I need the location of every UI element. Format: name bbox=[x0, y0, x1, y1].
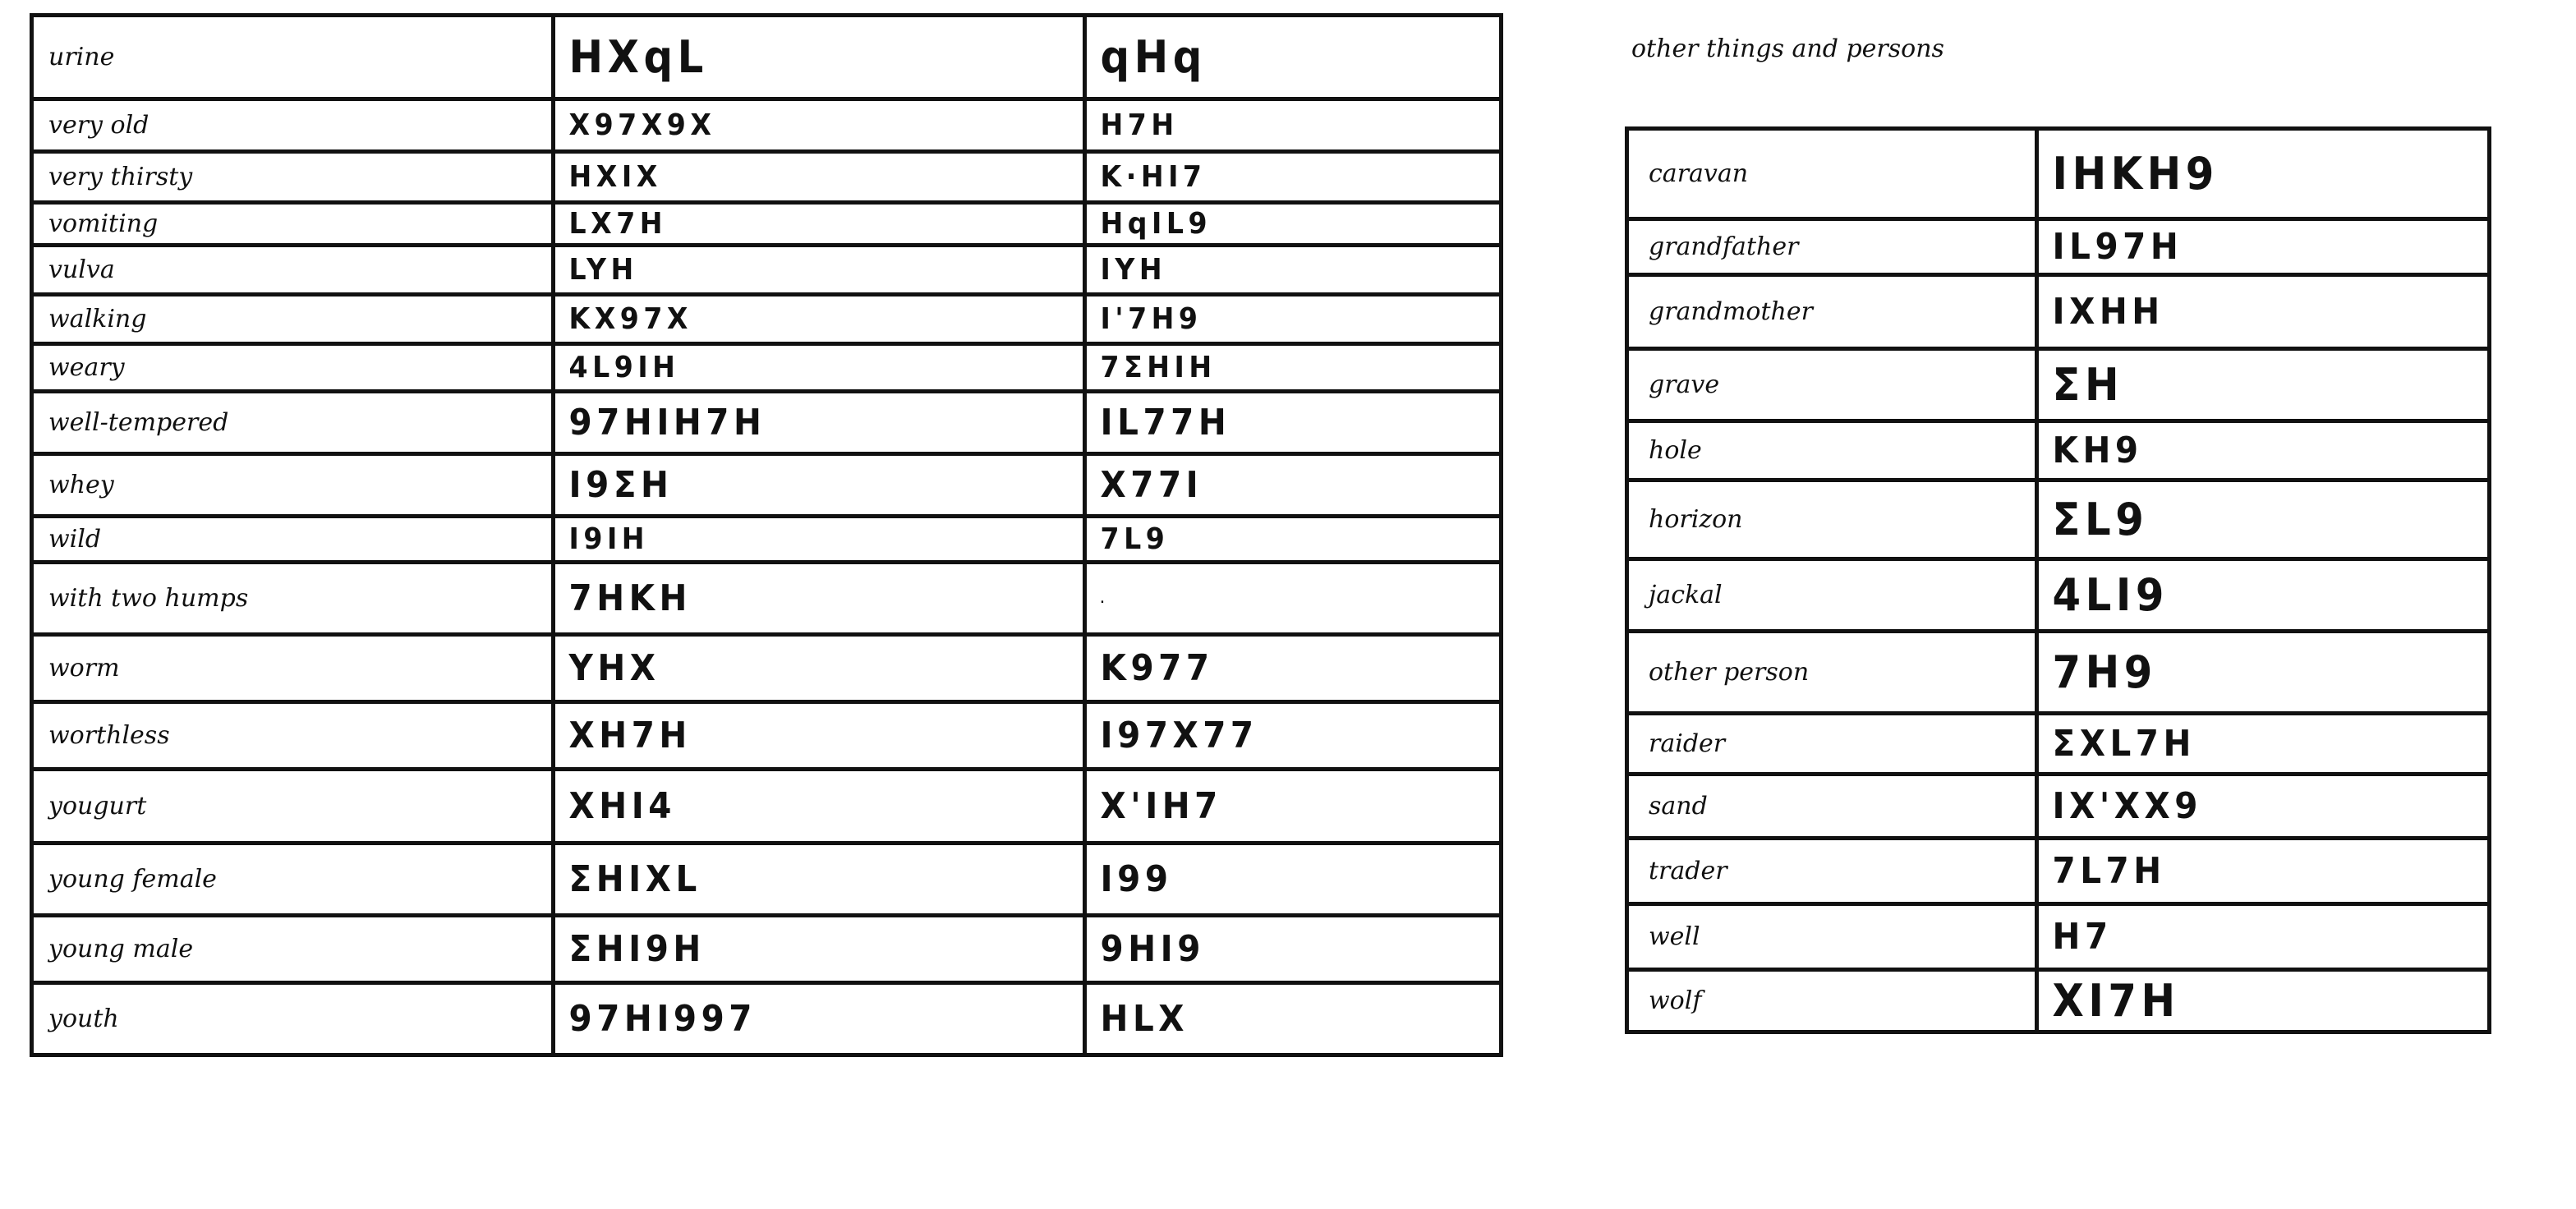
script-cell-1 bbox=[554, 563, 1085, 635]
script-cell-1 bbox=[554, 246, 1085, 295]
word-cell: hole bbox=[1627, 421, 2037, 480]
script-text: HqIL9 bbox=[1100, 206, 1212, 241]
script-cell-1 bbox=[2037, 219, 2490, 275]
word-cell: urine bbox=[32, 16, 554, 99]
word-cell: very thirsty bbox=[32, 152, 554, 203]
script-text: ΣHI9H bbox=[568, 927, 706, 970]
script-text: IL77H bbox=[1100, 401, 1231, 444]
script-cell-1 bbox=[2037, 275, 2490, 349]
word-cell: vulva bbox=[32, 246, 554, 295]
table-row bbox=[32, 392, 1502, 454]
script-cell-1 bbox=[554, 16, 1085, 99]
word-cell: caravan bbox=[1627, 129, 2037, 219]
script-cell-1 bbox=[2037, 129, 2490, 219]
table-row bbox=[1627, 559, 2490, 632]
table-row bbox=[1627, 421, 2490, 480]
table-row bbox=[32, 635, 1502, 702]
script-text: 7ΣHIH bbox=[1100, 350, 1217, 384]
word-cell: grandfather bbox=[1627, 219, 2037, 275]
table-row bbox=[32, 702, 1502, 770]
script-text: ΣXL7H bbox=[2052, 722, 2196, 765]
script-text: I9IH bbox=[568, 522, 650, 556]
script-text: YHX bbox=[568, 646, 660, 689]
table-row bbox=[32, 517, 1502, 563]
script-cell-2 bbox=[1085, 99, 1502, 152]
script-text: LX7H bbox=[568, 206, 668, 241]
word-cell: with two humps bbox=[32, 563, 554, 635]
script-cell-1 bbox=[2037, 839, 2490, 904]
script-text: ΣL9 bbox=[2052, 493, 2149, 545]
script-cell-1 bbox=[554, 295, 1085, 344]
word-cell: youth bbox=[32, 983, 554, 1055]
script-cell-1 bbox=[554, 392, 1085, 454]
script-cell-2 bbox=[1085, 203, 1502, 246]
script-cell-2 bbox=[1085, 916, 1502, 983]
table-row bbox=[32, 344, 1502, 392]
word-cell: horizon bbox=[1627, 480, 2037, 559]
table-row bbox=[32, 152, 1502, 203]
script-cell-2 bbox=[1085, 563, 1502, 635]
script-cell-1 bbox=[2037, 480, 2490, 559]
script-cell-2 bbox=[1085, 635, 1502, 702]
vocabulary-table-left bbox=[30, 13, 1503, 1057]
script-text: . bbox=[1100, 593, 1109, 606]
script-cell-1 bbox=[554, 344, 1085, 392]
script-text: 4LI9 bbox=[2052, 568, 2169, 621]
word-cell: grave bbox=[1627, 349, 2037, 421]
script-cell-1 bbox=[2037, 904, 2490, 970]
script-cell-1 bbox=[2037, 349, 2490, 421]
table-row bbox=[32, 916, 1502, 983]
table-row bbox=[1627, 775, 2490, 839]
script-text: IXHH bbox=[2052, 290, 2164, 333]
script-cell-1 bbox=[554, 203, 1085, 246]
word-cell: worm bbox=[32, 635, 554, 702]
table-row bbox=[1627, 970, 2490, 1032]
word-cell: jackal bbox=[1627, 559, 2037, 632]
table-row bbox=[1627, 839, 2490, 904]
script-cell-2 bbox=[1085, 16, 1502, 99]
script-text: 7H9 bbox=[2052, 646, 2157, 698]
table-row bbox=[32, 770, 1502, 844]
script-cell-1 bbox=[2037, 559, 2490, 632]
script-text: HXqL bbox=[568, 30, 708, 83]
word-cell: raider bbox=[1627, 714, 2037, 775]
table-row bbox=[1627, 904, 2490, 970]
script-cell-2 bbox=[1085, 246, 1502, 295]
script-text: LYH bbox=[568, 252, 638, 287]
word-cell: young male bbox=[32, 916, 554, 983]
script-text: qHq bbox=[1100, 30, 1207, 83]
script-text: HLX bbox=[1100, 997, 1189, 1040]
script-text: I97X77 bbox=[1100, 714, 1258, 756]
script-text: 7L7H bbox=[2052, 849, 2166, 892]
script-text: 7HKH bbox=[568, 577, 692, 619]
table-row bbox=[1627, 219, 2490, 275]
script-cell-1 bbox=[554, 99, 1085, 152]
script-text: 97HIH7H bbox=[568, 401, 766, 444]
script-cell-1 bbox=[2037, 970, 2490, 1032]
word-cell: very old bbox=[32, 99, 554, 152]
script-text: K·HI7 bbox=[1100, 159, 1207, 194]
script-text: 7L9 bbox=[1100, 522, 1170, 556]
table-row bbox=[1627, 129, 2490, 219]
script-text: X97X9X bbox=[568, 108, 716, 142]
script-cell-2 bbox=[1085, 844, 1502, 916]
table-row bbox=[1627, 275, 2490, 349]
word-cell: young female bbox=[32, 844, 554, 916]
script-text: I'7H9 bbox=[1100, 301, 1203, 336]
script-cell-1 bbox=[554, 454, 1085, 517]
table-row bbox=[32, 563, 1502, 635]
script-text: IYH bbox=[1100, 252, 1167, 287]
script-text: 9HI9 bbox=[1100, 927, 1205, 970]
table-row bbox=[32, 203, 1502, 246]
word-cell: well bbox=[1627, 904, 2037, 970]
script-text: HXIX bbox=[568, 159, 662, 194]
script-cell-2 bbox=[1085, 517, 1502, 563]
script-text: XHI4 bbox=[568, 784, 676, 827]
script-cell-1 bbox=[554, 844, 1085, 916]
word-cell: well-tempered bbox=[32, 392, 554, 454]
word-cell: yougurt bbox=[32, 770, 554, 844]
script-text: KH9 bbox=[2052, 429, 2143, 471]
script-text: I99 bbox=[1100, 857, 1173, 900]
script-cell-1 bbox=[554, 916, 1085, 983]
word-cell: vomiting bbox=[32, 203, 554, 246]
word-cell: other person bbox=[1627, 632, 2037, 714]
table-row bbox=[1627, 349, 2490, 421]
script-text: H7H bbox=[1100, 108, 1179, 142]
table-row bbox=[32, 99, 1502, 152]
table-row bbox=[32, 246, 1502, 295]
script-cell-1 bbox=[554, 152, 1085, 203]
script-cell-1 bbox=[554, 635, 1085, 702]
script-text: KX97X bbox=[568, 301, 692, 336]
table-row bbox=[32, 16, 1502, 99]
script-cell-1 bbox=[554, 517, 1085, 563]
script-cell-1 bbox=[2037, 421, 2490, 480]
script-cell-1 bbox=[554, 770, 1085, 844]
table-row bbox=[32, 454, 1502, 517]
script-cell-2 bbox=[1085, 295, 1502, 344]
script-cell-2 bbox=[1085, 770, 1502, 844]
script-text: X'IH7 bbox=[1100, 784, 1222, 827]
script-cell-2 bbox=[1085, 344, 1502, 392]
table-row bbox=[32, 983, 1502, 1055]
script-cell-1 bbox=[2037, 714, 2490, 775]
word-cell: trader bbox=[1627, 839, 2037, 904]
word-cell: sand bbox=[1627, 775, 2037, 839]
script-cell-1 bbox=[554, 983, 1085, 1055]
script-cell-2 bbox=[1085, 454, 1502, 517]
script-text: 4L9IH bbox=[568, 350, 680, 384]
script-text: XH7H bbox=[568, 714, 692, 756]
script-cell-2 bbox=[1085, 702, 1502, 770]
word-cell: weary bbox=[32, 344, 554, 392]
vocabulary-table-right bbox=[1625, 126, 2491, 1034]
table-row bbox=[1627, 714, 2490, 775]
script-text: K977 bbox=[1100, 646, 1214, 689]
script-text: I9ΣH bbox=[568, 463, 674, 506]
word-cell: worthless bbox=[32, 702, 554, 770]
word-cell: whey bbox=[32, 454, 554, 517]
script-cell-2 bbox=[1085, 983, 1502, 1055]
word-cell: wild bbox=[32, 517, 554, 563]
script-text: IL97H bbox=[2052, 225, 2183, 268]
script-text: IHKH9 bbox=[2052, 147, 2219, 200]
script-text: H7 bbox=[2052, 915, 2113, 958]
word-cell: wolf bbox=[1627, 970, 2037, 1032]
script-cell-1 bbox=[554, 702, 1085, 770]
table-row bbox=[1627, 632, 2490, 714]
script-text: IX'XX9 bbox=[2052, 784, 2202, 827]
word-cell: grandmother bbox=[1627, 275, 2037, 349]
section-title: other things and persons bbox=[1631, 34, 1944, 63]
word-cell: walking bbox=[32, 295, 554, 344]
script-cell-2 bbox=[1085, 392, 1502, 454]
script-cell-2 bbox=[1085, 152, 1502, 203]
table-row bbox=[1627, 480, 2490, 559]
table-row bbox=[32, 295, 1502, 344]
script-text: ΣH bbox=[2052, 358, 2124, 411]
script-text: XI7H bbox=[2052, 974, 2180, 1027]
script-text: X77I bbox=[1100, 463, 1203, 506]
script-text: ΣHIXL bbox=[568, 857, 702, 900]
script-cell-1 bbox=[2037, 775, 2490, 839]
script-cell-1 bbox=[2037, 632, 2490, 714]
script-text: 97HI997 bbox=[568, 997, 757, 1040]
table-row bbox=[32, 844, 1502, 916]
